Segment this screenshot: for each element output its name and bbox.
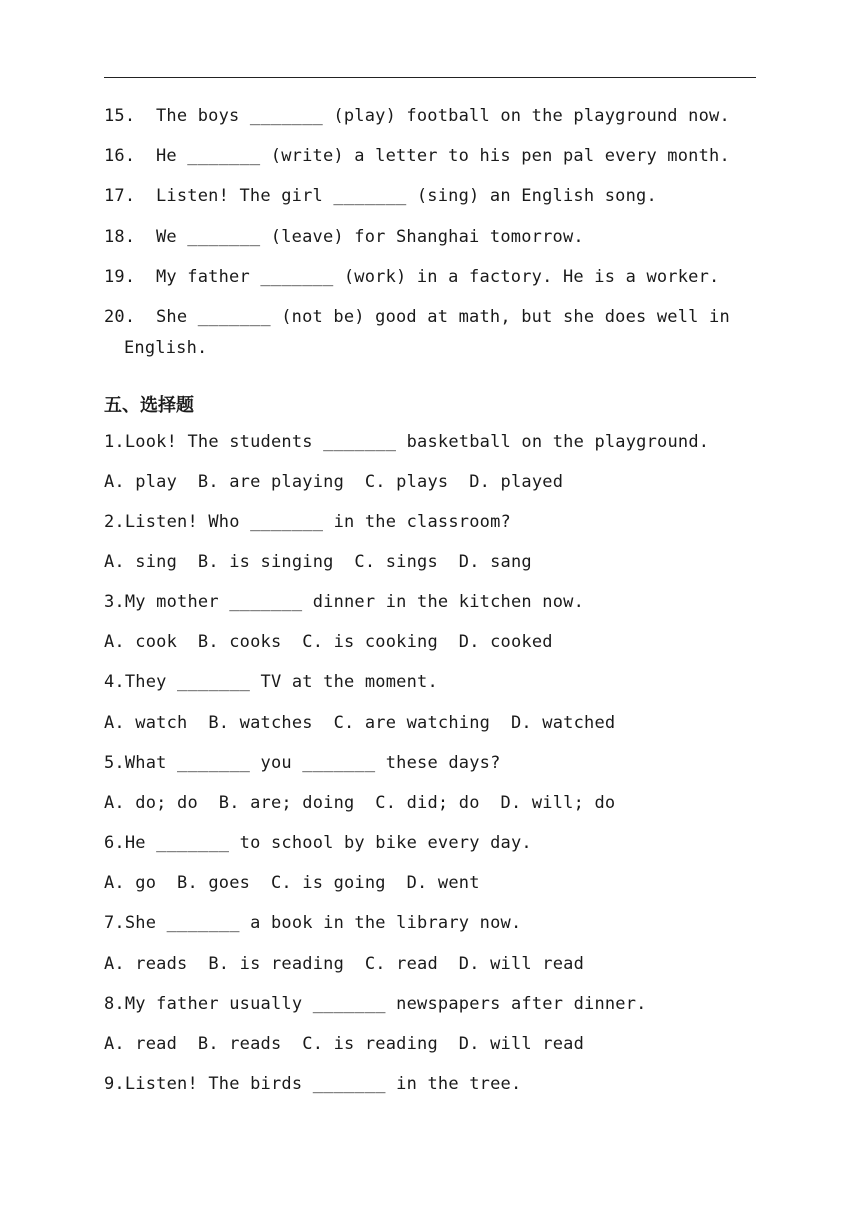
section-heading: 五、选择题 xyxy=(104,395,194,416)
item-text: The boys _______ (play) football on the playground now. xyxy=(156,106,730,126)
question-stem: 9.Listen! The birds _______ in the tree. xyxy=(104,1074,522,1094)
question-options: A. go B. goes C. is going D. went xyxy=(104,873,480,893)
question-options: A. play B. are playing C. plays D. played xyxy=(104,472,564,492)
fill-in-item-19 xyxy=(104,267,719,287)
question-options: A. cook B. cooks C. is cooking D. cooked xyxy=(104,632,553,652)
item-number: 20. xyxy=(104,307,136,327)
item-text: He _______ (write) a letter to his pen pal every month. xyxy=(156,146,730,166)
question-stem: 1.Look! The students _______ basketball on the playground. xyxy=(104,432,710,452)
question-options: A. watch B. watches C. are watching D. watched xyxy=(104,713,616,733)
fill-in-item-20-continuation: English. xyxy=(124,338,208,358)
item-text: Listen! The girl _______ (sing) an English song. xyxy=(156,186,657,206)
fill-in-item-18 xyxy=(104,227,584,247)
question-options: A. read B. reads C. is reading D. will read xyxy=(104,1034,585,1054)
question-stem: 2.Listen! Who _______ in the classroom? xyxy=(104,512,511,532)
question-stem: 6.He _______ to school by bike every day. xyxy=(104,833,532,853)
question-stem: 3.My mother _______ dinner in the kitchen now. xyxy=(104,592,585,612)
question-stem: 4.They _______ TV at the moment. xyxy=(104,672,438,692)
fill-in-item-20 xyxy=(104,307,730,327)
question-options: A. sing B. is singing C. sings D. sang xyxy=(104,552,532,572)
fill-in-item-15 xyxy=(104,106,730,126)
item-number: 17. xyxy=(104,186,136,206)
fill-in-item-16 xyxy=(104,146,730,166)
question-stem: 5.What _______ you _______ these days? xyxy=(104,753,501,773)
item-number: 19. xyxy=(104,267,136,287)
fill-in-item-17 xyxy=(104,186,657,206)
item-text: My father _______ (work) in a factory. He is a worker. xyxy=(156,267,720,287)
header-rule xyxy=(104,77,756,78)
question-stem: 7.She _______ a book in the library now. xyxy=(104,913,522,933)
question-options: A. reads B. is reading C. read D. will read xyxy=(104,954,585,974)
item-text: We _______ (leave) for Shanghai tomorrow. xyxy=(156,227,584,247)
item-number: 16. xyxy=(104,146,136,166)
item-number: 15. xyxy=(104,106,136,126)
question-options: A. do; do B. are; doing C. did; do D. will; do xyxy=(104,793,616,813)
question-stem: 8.My father usually _______ newspapers after dinner. xyxy=(104,994,647,1014)
item-text: She _______ (not be) good at math, but she does well in xyxy=(156,307,730,327)
item-number: 18. xyxy=(104,227,136,247)
